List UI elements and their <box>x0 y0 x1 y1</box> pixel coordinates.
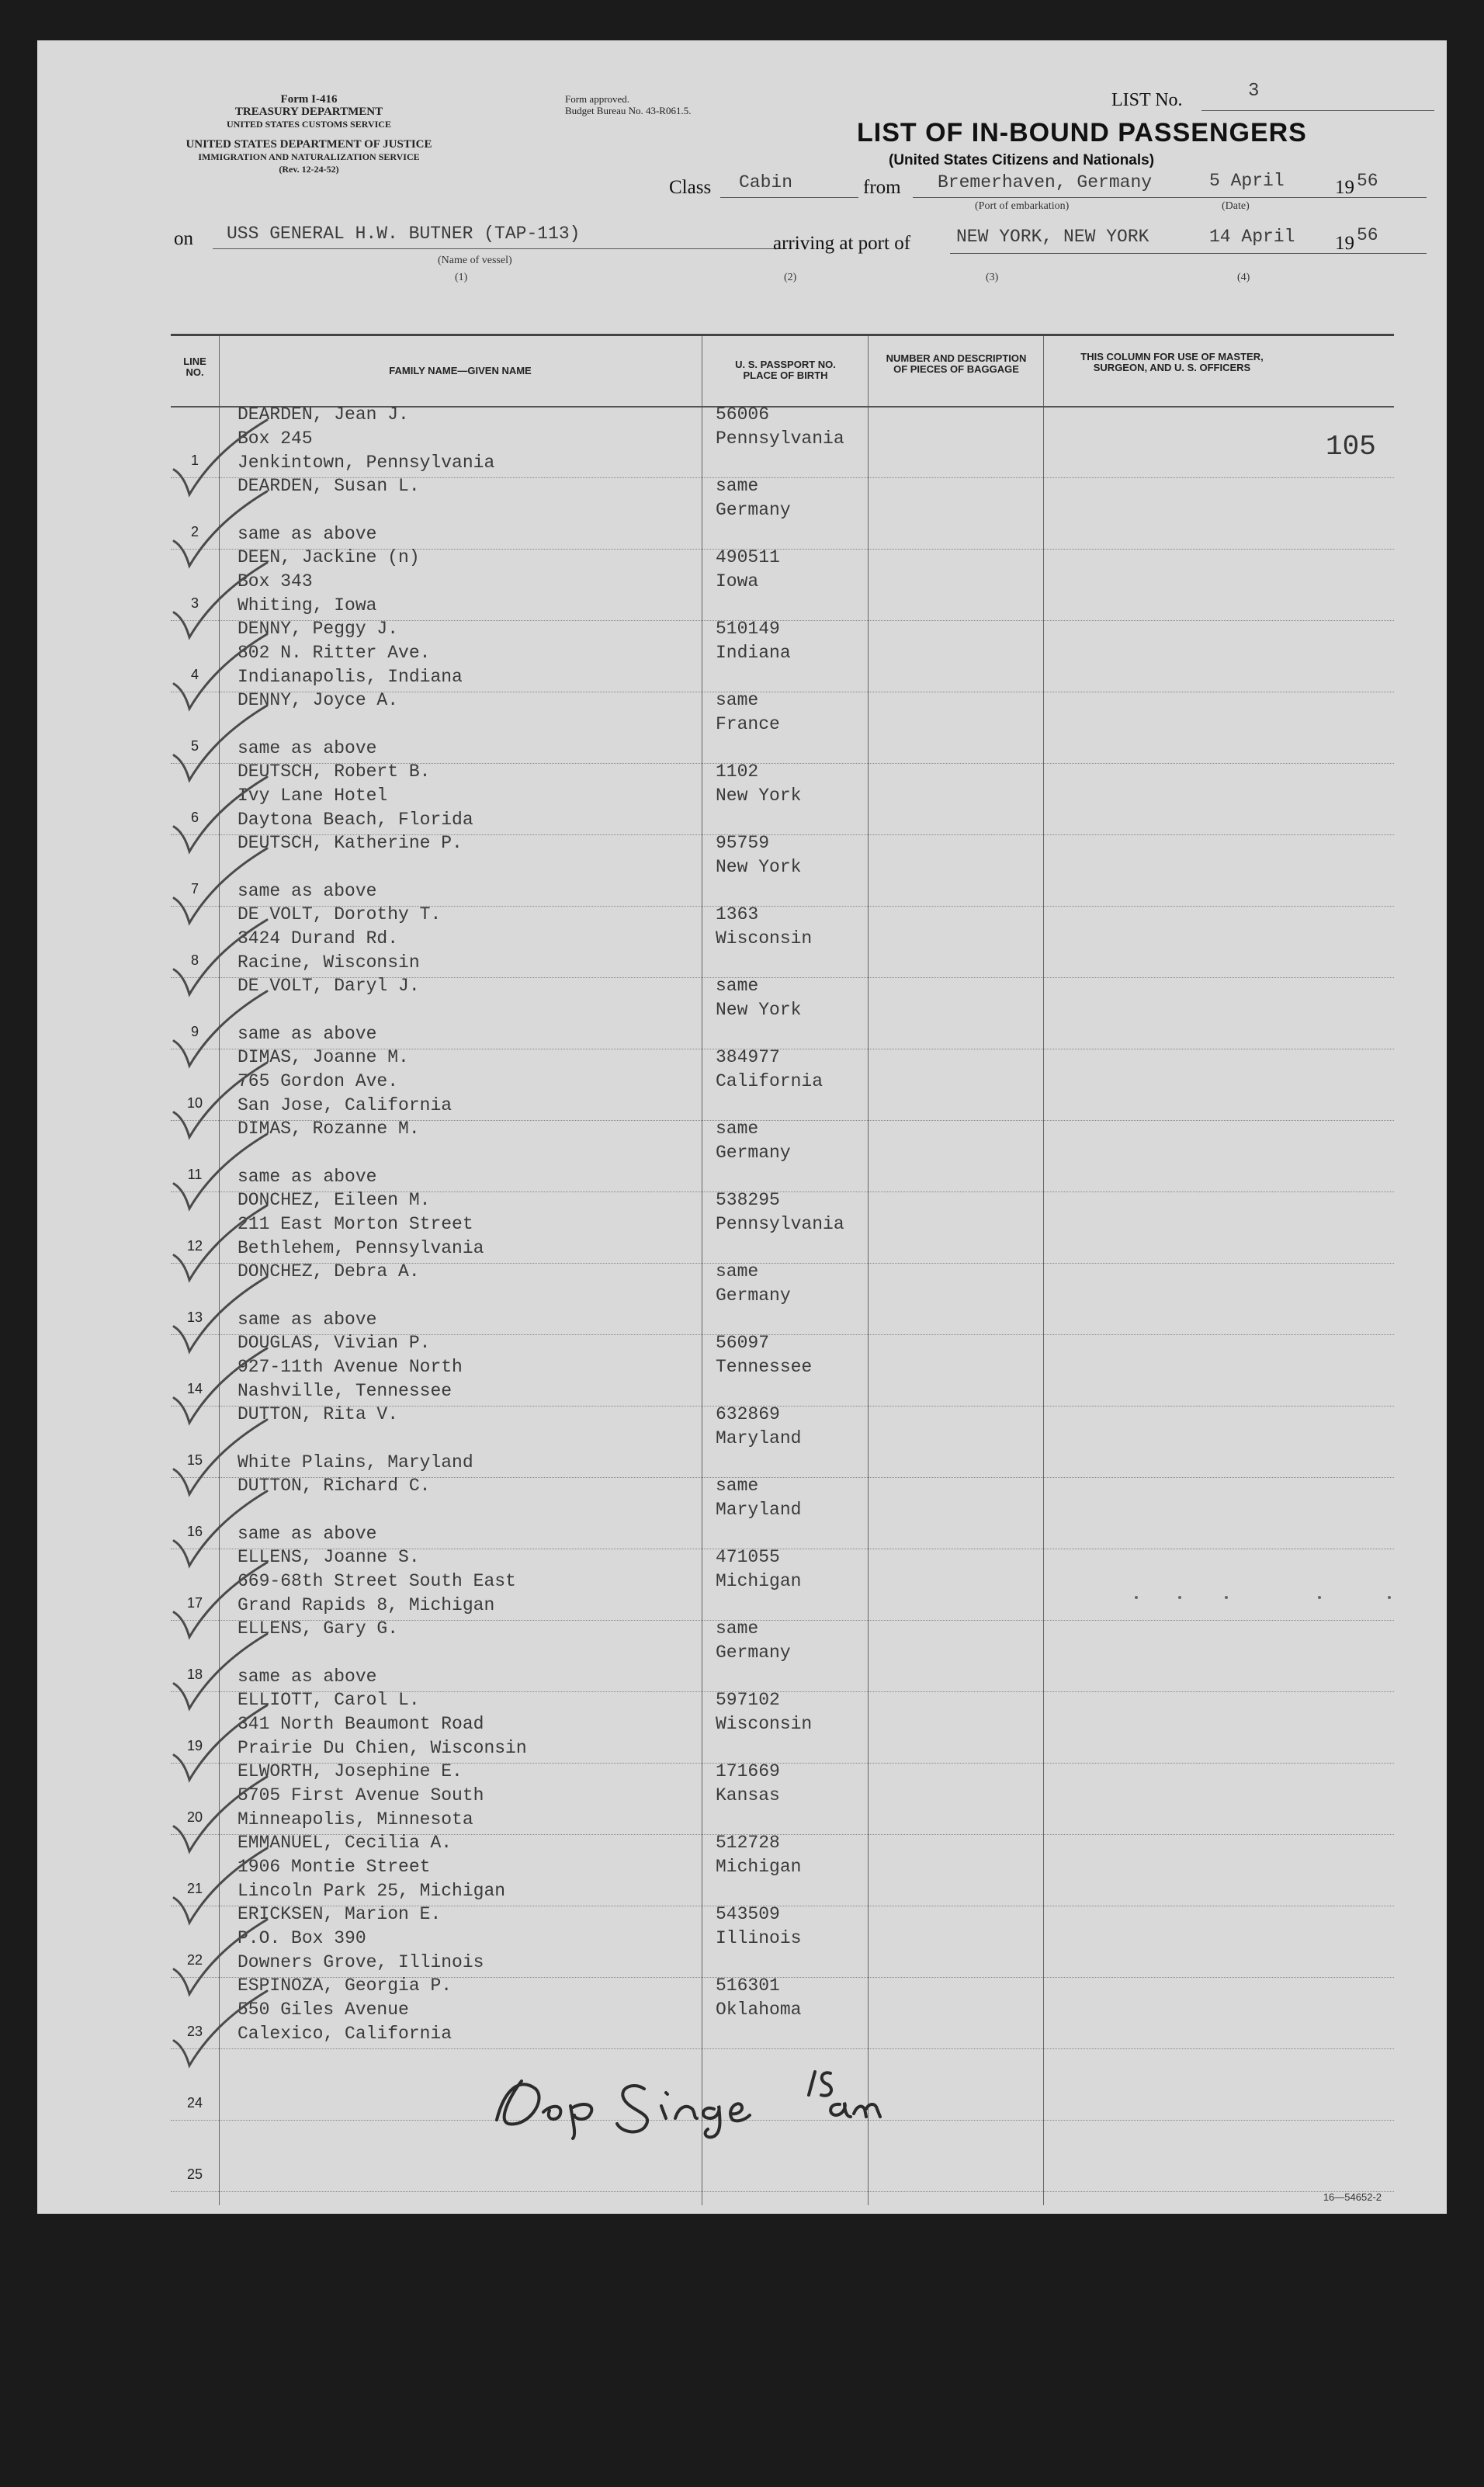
passport-birthplace <box>716 617 791 665</box>
column-divider <box>868 336 869 2205</box>
passport-number: 538295 <box>716 1190 780 1210</box>
class-label: Class <box>669 177 712 198</box>
row-number: 13 <box>186 1309 203 1325</box>
col-header-baggage: NUMBER AND DESCRIPTION OF PIECES OF BAGGAGE <box>886 352 1027 375</box>
passport-number: 597102 <box>716 1690 780 1710</box>
passport-number: same <box>716 690 759 710</box>
address-line: same as above <box>238 1024 377 1044</box>
passport-birthplace <box>716 546 780 594</box>
row-number: 10 <box>186 1095 203 1111</box>
arriving-label: arriving at port of <box>773 233 911 254</box>
place-of-birth: New York <box>716 786 802 806</box>
passport-birthplace <box>716 1831 801 1879</box>
row-number: 22 <box>186 1952 203 1968</box>
passport-birthplace <box>716 1331 812 1379</box>
address-line: 765 Gordon Ave. <box>238 1071 399 1091</box>
page-title: LIST OF IN-BOUND PASSENGERS <box>857 118 1307 147</box>
passport-birthplace <box>716 689 780 737</box>
row-divider <box>171 2048 1394 2049</box>
address-line: Prairie Du Chien, Wisconsin <box>238 1738 527 1758</box>
address-line: Box 245 <box>238 428 313 449</box>
from-year-prefix: 19 <box>1335 177 1354 198</box>
address-line: Daytona Beach, Florida <box>238 810 473 830</box>
place-of-birth: France <box>716 714 780 734</box>
place-of-birth: Oklahoma <box>716 2000 802 2020</box>
passport-birthplace <box>716 1474 801 1522</box>
form-header <box>192 93 425 130</box>
place-of-birth: Germany <box>716 1143 791 1163</box>
passport-number: 95759 <box>716 833 770 853</box>
department-treasury: TREASURY DEPARTMENT <box>234 106 383 118</box>
address-line: same as above <box>238 1167 377 1187</box>
passenger-name-address <box>238 1545 516 1618</box>
address-line: Bethlehem, Pennsylvania <box>238 1238 484 1258</box>
address-line: same as above <box>238 1309 377 1330</box>
passport-birthplace <box>716 403 844 451</box>
passport-birthplace <box>716 760 801 808</box>
handwritten-signature <box>489 2058 893 2143</box>
address-line: Calexico, California <box>238 2024 452 2044</box>
on-label: on <box>174 228 193 249</box>
row-number: 19 <box>186 1738 203 1753</box>
passport-number: 471055 <box>716 1547 780 1567</box>
place-of-birth: New York <box>716 1000 802 1020</box>
passport-number: same <box>716 1119 759 1139</box>
passenger-name: DENNY, Peggy J. <box>238 619 399 639</box>
revision-date: (Rev. 12-24-52) <box>279 164 339 175</box>
passport-number: 56006 <box>716 404 770 425</box>
address-line: same as above <box>238 524 377 544</box>
passenger-name: DE VOLT, Dorothy T. <box>238 904 442 924</box>
passport-birthplace <box>716 1046 823 1094</box>
row-number: 21 <box>186 1881 203 1896</box>
passenger-name: ERICKSEN, Marion E. <box>238 1904 442 1924</box>
passenger-name: DONCHEZ, Debra A. <box>238 1261 420 1282</box>
row-number: 24 <box>186 2095 203 2111</box>
arrival-port: NEW YORK, NEW YORK <box>956 227 1149 247</box>
col-num-3: (3) <box>986 272 999 283</box>
row-number: 7 <box>190 881 199 897</box>
address-line: Ivy Lane Hotel <box>238 786 388 806</box>
passport-number: 510149 <box>716 619 780 639</box>
place-of-birth: New York <box>716 857 802 877</box>
row-number: 12 <box>186 1238 203 1254</box>
row-number: 20 <box>186 1809 203 1825</box>
passenger-name-address <box>238 1831 505 1903</box>
row-number: 18 <box>186 1667 203 1682</box>
address-line: 1906 Montie Street <box>238 1857 431 1877</box>
address-line: same as above <box>238 1524 377 1544</box>
passport-birthplace <box>716 1403 801 1451</box>
passport-birthplace <box>716 1188 844 1237</box>
address-line: same as above <box>238 881 377 901</box>
list-no-label: LIST No. <box>1111 90 1183 110</box>
passenger-name: DONCHEZ, Eileen M. <box>238 1190 431 1210</box>
place-of-birth: California <box>716 1071 823 1091</box>
passport-number: same <box>716 1261 759 1282</box>
column-divider <box>1043 336 1044 2205</box>
address-line: 5705 First Avenue South <box>238 1785 484 1805</box>
form-header-justice <box>161 138 456 175</box>
officer-note: 105 <box>1326 431 1376 463</box>
manifest-page <box>37 40 1447 2214</box>
passenger-name: ESPINOZA, Georgia P. <box>238 1975 452 1996</box>
page-subtitle: (United States Citizens and Nationals) <box>889 152 1155 168</box>
department-justice: UNITED STATES DEPARTMENT OF JUSTICE <box>186 138 432 151</box>
arrival-year: 56 <box>1357 225 1378 245</box>
passport-birthplace <box>716 1117 791 1165</box>
place-of-birth: Germany <box>716 500 791 520</box>
from-label: from <box>863 177 901 198</box>
address-line: 669-68th Street South East <box>238 1571 516 1591</box>
row-number: 14 <box>186 1381 203 1396</box>
passenger-name: DEARDEN, Jean J. <box>238 404 409 425</box>
from-year: 56 <box>1357 171 1378 191</box>
passport-number: 171669 <box>716 1761 780 1781</box>
arrival-underline <box>950 253 1427 254</box>
passport-number: 490511 <box>716 547 780 567</box>
passport-number: 1102 <box>716 761 759 782</box>
form-approval <box>565 93 691 116</box>
passport-birthplace <box>716 974 801 1022</box>
passport-birthplace <box>716 1974 801 2022</box>
address-line: White Plains, Maryland <box>238 1452 473 1472</box>
row-number: 4 <box>190 667 199 682</box>
address-line: Jenkintown, Pennsylvania <box>238 453 495 473</box>
passport-birthplace <box>716 831 801 879</box>
port-embark-caption: (Port of embarkation) <box>975 200 1070 212</box>
passport-birthplace <box>716 1260 791 1308</box>
passenger-name: ELLIOTT, Carol L. <box>238 1690 420 1710</box>
place-of-birth: Maryland <box>716 1428 802 1448</box>
col-header-line: LINE NO. <box>183 356 206 378</box>
place-of-birth: Germany <box>716 1285 791 1306</box>
place-of-birth: Illinois <box>716 1928 802 1948</box>
passport-number: same <box>716 476 759 496</box>
place-of-birth: Michigan <box>716 1571 802 1591</box>
passport-birthplace <box>716 1688 812 1736</box>
passport-number: same <box>716 1618 759 1639</box>
form-code: 16—54652-2 <box>1323 2191 1382 2203</box>
row-number: 8 <box>190 952 199 968</box>
row-divider <box>171 2191 1394 2192</box>
passport-number: 543509 <box>716 1904 780 1924</box>
class-value: Cabin <box>739 172 793 193</box>
dotted-marks <box>1133 1590 1428 1605</box>
address-line: 3424 Durand Rd. <box>238 928 399 949</box>
row-number: 15 <box>186 1452 203 1468</box>
address-line: Nashville, Tennessee <box>238 1381 452 1401</box>
row-number: 16 <box>186 1524 203 1539</box>
place-of-birth: Iowa <box>716 571 759 591</box>
passenger-name: ELLENS, Gary G. <box>238 1618 399 1639</box>
passport-number: 384977 <box>716 1047 780 1067</box>
passport-birthplace <box>716 474 791 522</box>
class-underline <box>720 197 858 198</box>
place-of-birth: Wisconsin <box>716 1714 813 1734</box>
address-line: same as above <box>238 1667 377 1687</box>
passport-birthplace <box>716 1545 801 1594</box>
place-of-birth: Indiana <box>716 643 791 663</box>
arrival-year-prefix: 19 <box>1335 233 1354 254</box>
arrival-date: 14 April <box>1209 227 1295 247</box>
address-line: San Jose, California <box>238 1095 452 1115</box>
from-port: Bremerhaven, Germany <box>938 172 1153 193</box>
passenger-name: DIMAS, Joanne M. <box>238 1047 409 1067</box>
passenger-name: DEUTSCH, Katherine P. <box>238 833 463 853</box>
place-of-birth: Wisconsin <box>716 928 813 949</box>
row-number: 5 <box>190 738 199 754</box>
row-number: 2 <box>190 524 199 539</box>
place-of-birth: Tennessee <box>716 1357 813 1377</box>
col-num-1: (1) <box>455 272 468 283</box>
passenger-name: ELWORTH, Josephine E. <box>238 1761 463 1781</box>
passenger-name: DOUGLAS, Vivian P. <box>238 1333 431 1353</box>
passenger-name: DEEN, Jackine (n) <box>238 547 420 567</box>
address-line: 341 North Beaumont Road <box>238 1714 484 1734</box>
place-of-birth: Michigan <box>716 1857 802 1877</box>
row-number: 11 <box>187 1167 203 1182</box>
vessel-underline <box>213 248 787 249</box>
form-number: Form I-416 <box>280 93 338 106</box>
row-number: 23 <box>186 2024 203 2039</box>
passport-number: same <box>716 976 759 996</box>
address-line: 927-11th Avenue North <box>238 1357 463 1377</box>
list-no-value: 3 <box>1248 81 1260 102</box>
budget-number: Budget Bureau No. 43-R061.5. <box>565 105 692 116</box>
place-of-birth: Germany <box>716 1642 791 1663</box>
from-date: 5 April <box>1209 171 1285 191</box>
place-of-birth: Kansas <box>716 1785 780 1805</box>
passenger-name: DIMAS, Rozanne M. <box>238 1119 420 1139</box>
passenger-name: DUTTON, Rita V. <box>238 1404 399 1424</box>
passport-number: same <box>716 1476 759 1496</box>
passport-number: 56097 <box>716 1333 770 1353</box>
address-line: Box 343 <box>238 571 313 591</box>
passenger-name: EMMANUEL, Cecilia A. <box>238 1833 452 1853</box>
col-num-4: (4) <box>1237 272 1250 283</box>
passenger-table <box>171 334 1394 2205</box>
service-immigration: IMMIGRATION AND NATURALIZATION SERVICE <box>198 151 420 162</box>
date-caption: (Date) <box>1222 200 1250 212</box>
passport-birthplace <box>716 1903 801 1951</box>
row-number: 17 <box>186 1595 203 1611</box>
passenger-name: DEUTSCH, Robert B. <box>238 761 431 782</box>
address-line: 802 N. Ritter Ave. <box>238 643 431 663</box>
passport-number: 516301 <box>716 1975 780 1996</box>
row-number: 6 <box>190 810 199 825</box>
passenger-name-address <box>238 1688 527 1760</box>
address-line: same as above <box>238 738 377 758</box>
address-line: Indianapolis, Indiana <box>238 667 463 687</box>
row-number: 9 <box>190 1024 199 1039</box>
passport-number: 1363 <box>716 904 759 924</box>
col-num-2: (2) <box>784 272 797 283</box>
passport-number: 512728 <box>716 1833 780 1853</box>
passport-birthplace <box>716 1760 780 1808</box>
passenger-name: DENNY, Joyce A. <box>238 690 399 710</box>
passport-birthplace <box>716 1617 791 1665</box>
row-number: 3 <box>190 595 199 611</box>
row-number: 25 <box>186 2166 203 2182</box>
address-line: 550 Giles Avenue <box>238 2000 409 2020</box>
place-of-birth: Pennsylvania <box>716 428 844 449</box>
passenger-name: DE VOLT, Daryl J. <box>238 976 420 996</box>
col-header-officers: THIS COLUMN FOR USE OF MASTER, SURGEON, AND U. S. OFFICERS <box>1080 351 1264 373</box>
passport-birthplace <box>716 903 812 951</box>
address-line: Whiting, Iowa <box>238 595 377 616</box>
address-line: P.O. Box 390 <box>238 1928 366 1948</box>
place-of-birth: Pennsylvania <box>716 1214 844 1234</box>
check-mark <box>168 1985 276 2078</box>
col-header-name: FAMILY NAME—GIVEN NAME <box>389 365 532 376</box>
address-line: Lincoln Park 25, Michigan <box>238 1881 506 1901</box>
vessel-name: USS GENERAL H.W. BUTNER (TAP-113) <box>227 224 581 244</box>
col-header-passport: U. S. PASSPORT NO. PLACE OF BIRTH <box>735 359 836 381</box>
address-line: Minneapolis, Minnesota <box>238 1809 473 1830</box>
passenger-name: DUTTON, Richard C. <box>238 1476 431 1496</box>
passenger-name: ELLENS, Joanne S. <box>238 1547 420 1567</box>
approval-text: Form approved. <box>565 93 630 105</box>
place-of-birth: Maryland <box>716 1500 802 1520</box>
row-number: 1 <box>190 453 199 468</box>
address-line: Downers Grove, Illinois <box>238 1952 484 1972</box>
list-no-underline <box>1201 110 1434 111</box>
vessel-caption: (Name of vessel) <box>438 255 512 266</box>
service-customs: UNITED STATES CUSTOMS SERVICE <box>227 119 391 130</box>
address-line: Racine, Wisconsin <box>238 952 420 973</box>
passport-number: 632869 <box>716 1404 780 1424</box>
address-line: 211 East Morton Street <box>238 1214 473 1234</box>
address-line: Grand Rapids 8, Michigan <box>238 1595 495 1615</box>
passenger-name: DEARDEN, Susan L. <box>238 476 420 496</box>
